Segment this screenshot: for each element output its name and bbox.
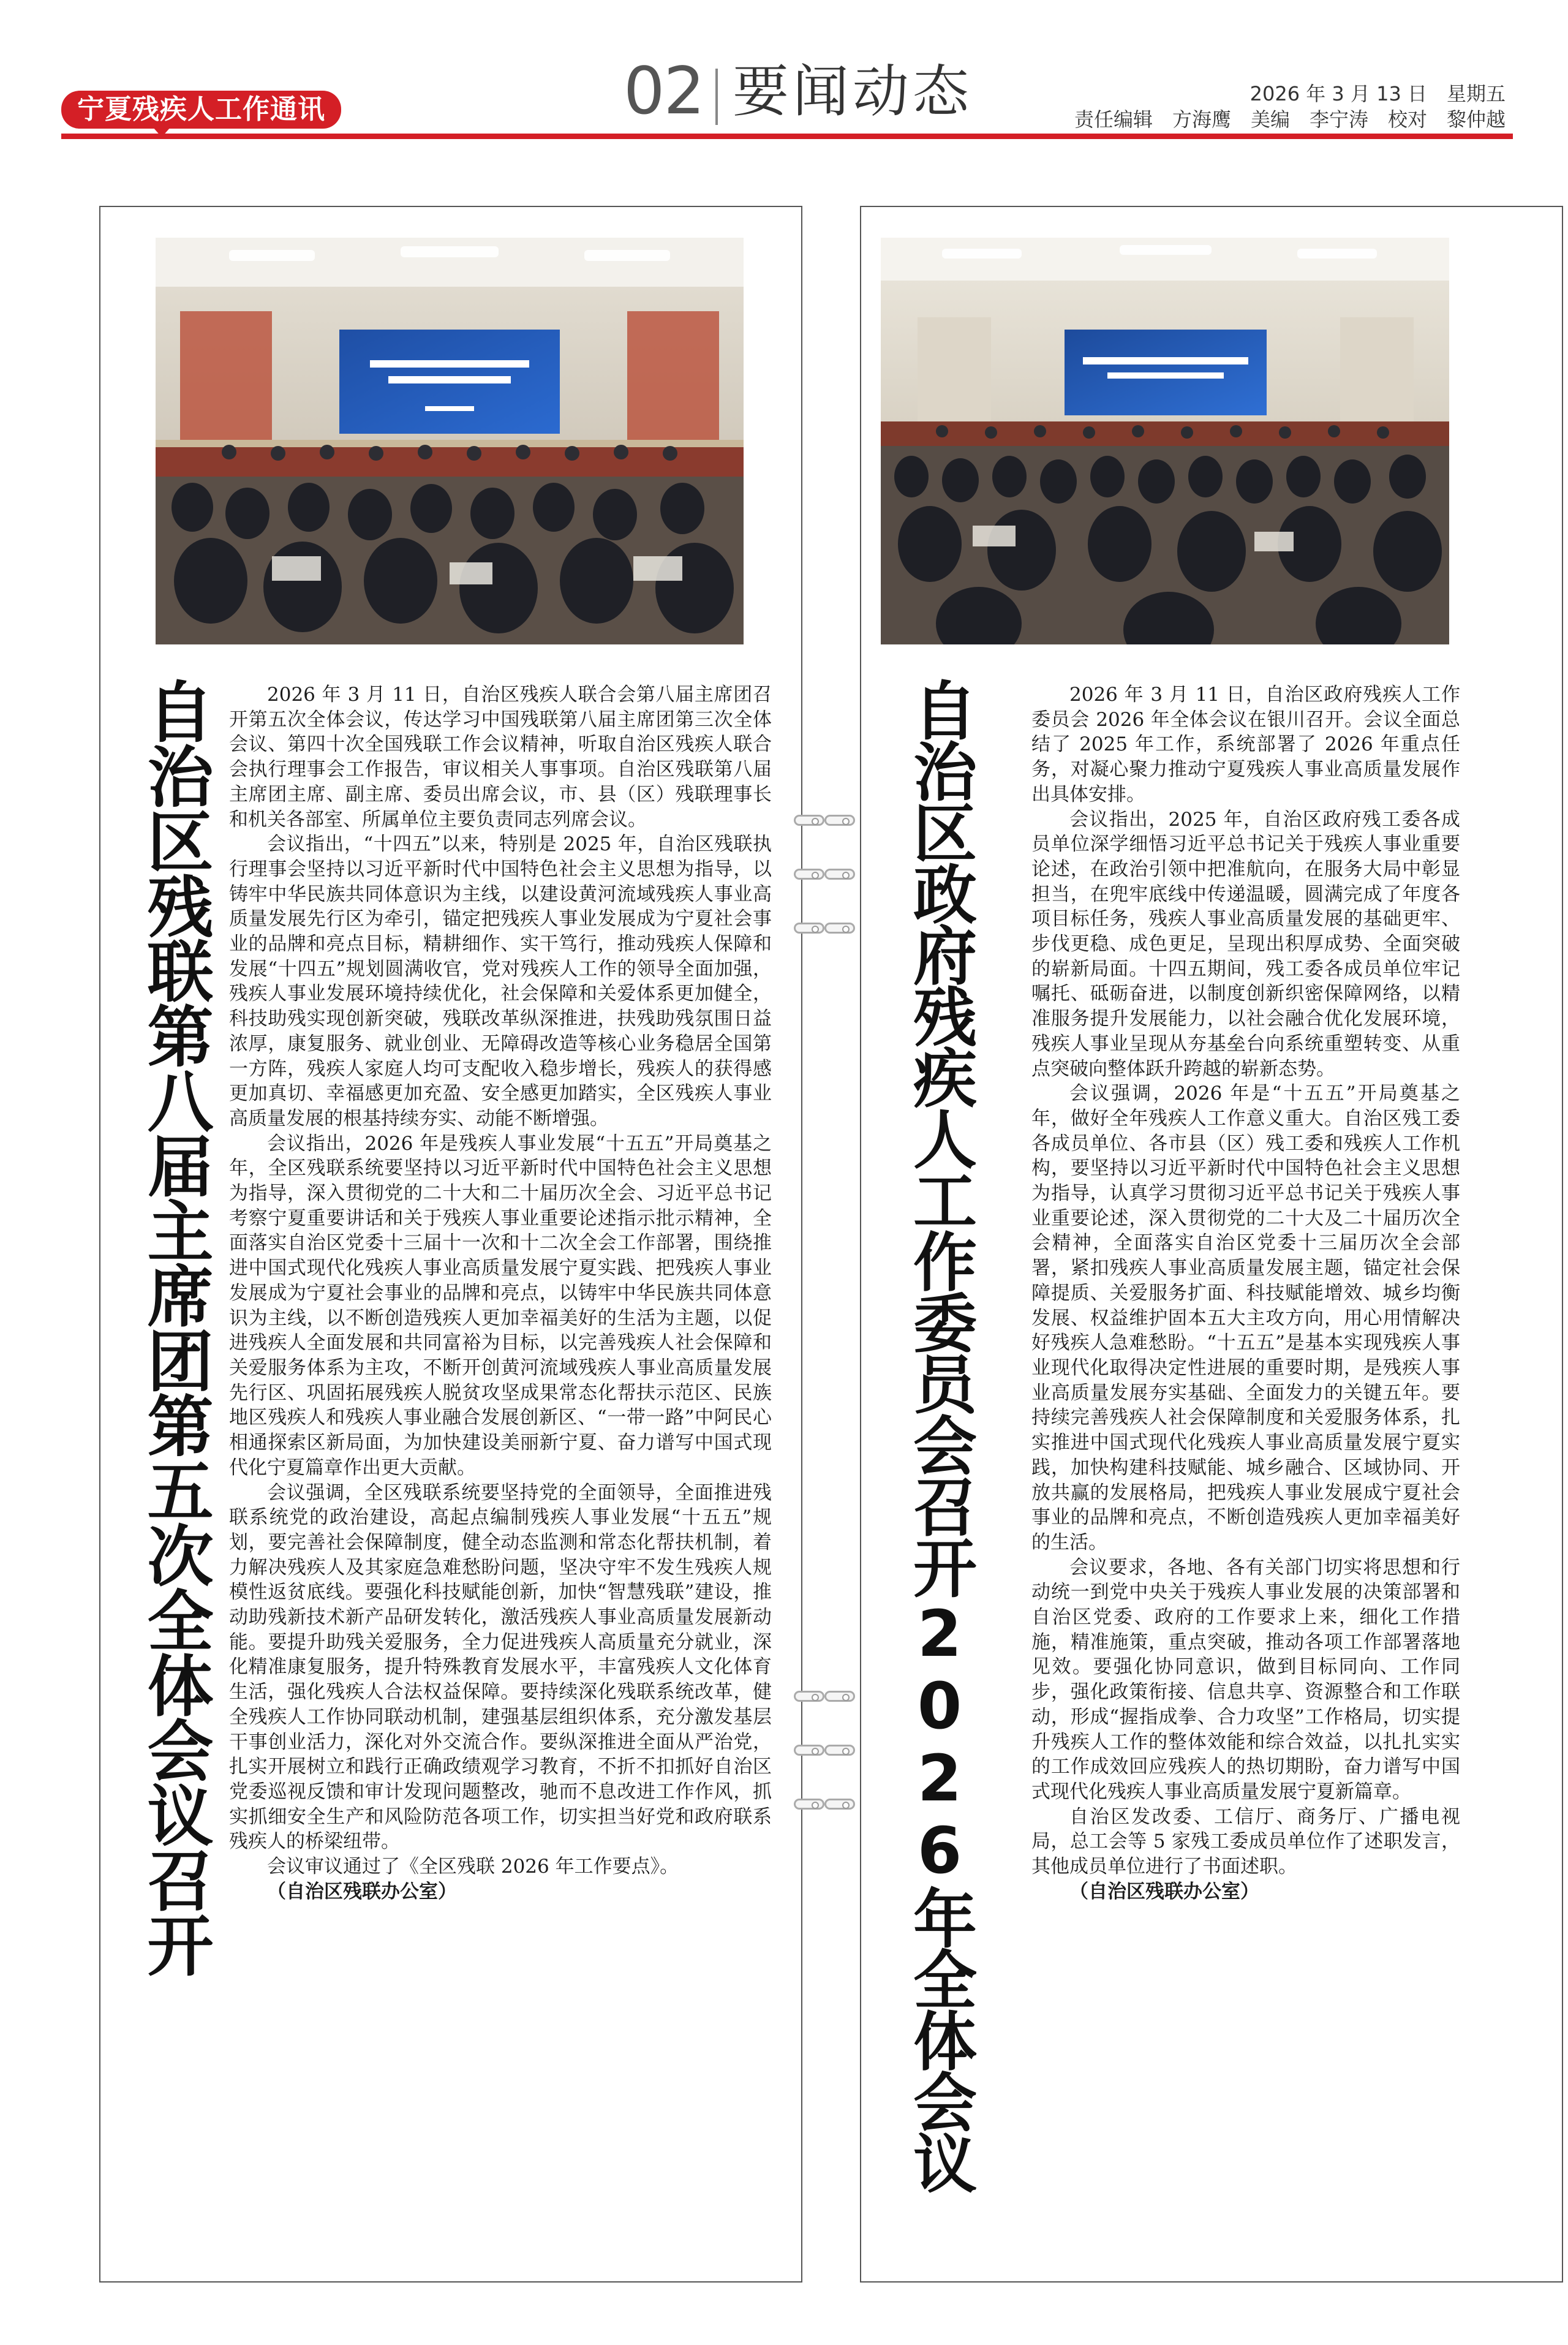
article-2-paragraph-4: 会议要求，各地、各有关部门切实将思想和行动统一到党中央关于残疾人事业发展的决策部署和自治区党委、政府的工作要求上来，细化工作措施，精准施策，重点突破，推动各项工作部署落地见效。要强化协同意识，做到目标同向、工作同步，强化政策衔接、信息共享、资源整合和工作联动，形成“握指成拳、合力攻坚”工作格局，切实提升残疾人工作的整体效能和综合效益，以扎扎实实的工作成效回应残疾人的热切期盼，奋力谱写中国式现代化残疾人事业高质量发展宁夏新篇章。 (1031, 1556, 1460, 1803)
binder-ring (824, 1799, 855, 1810)
article-1-paragraph-1: 2026 年 3 月 11 日，自治区残疾人联合会第八届主席团召开第五次全体会议，传达学习中国残联第八届主席团第三次全体会议、第四十次全国残联工作会议精神，听取自治区残疾人联合会执行理事会工作报告，审议相关人事事项。自治区残联第八届主席团主席、副主席、委员出席会议，市、县（区）残联理事长和机关各部室、所属单位主要负责同志列席会议。 (229, 684, 772, 831)
article-1-headline: 自治区残联第八届主席团第五次全体会议召开 (136, 678, 213, 1976)
article-1-paragraph-3: 会议指出，2026 年是残疾人事业发展“十五五”开局奠基之年，全区残联系统要坚持以习近平新时代中国特色社会主义思想为指导，深入贯彻党的二十大和二十届历次全会、习近平总书记考察宁夏重要讲话和关于残疾人事业重要论述指示批示精神，全面落实自治区党委十三届十一次和十二次全会工作部署，围绕推进中国式现代化残疾人事业高质量发展宁夏实践、把残疾人事业发展成为宁夏社会事业的品牌和亮点，以铸牢中华民族共同体意识为主线，以不断创造残疾人更加幸福美好的生活为主题，以促进残疾人全面发展和共同富裕为目标，以完善残疾人社会保障和关爱服务体系为主攻，不断开创黄河流域残疾人事业高质量发展先行区、巩固拓展残疾人脱贫攻坚成果常态化帮扶示范区、民族地区残疾人和残疾人事业融合发展创新区、“一带一路”中阿民心相通探索区新局面，为加快建设美丽新宁夏、奋力谱写中国式现代化宁夏篇章作出更大贡献。 (229, 1132, 772, 1479)
meeting-photo-1 (156, 238, 744, 644)
binder-ring (794, 1745, 824, 1756)
binder-ring (794, 923, 824, 934)
article-2-paragraph-1: 2026 年 3 月 11 日，自治区政府残疾人工作委员会 2026 年全体会议在银川召开。会议全面总结了 2025 年工作，系统部署了 2026 年重点任务，对凝心聚力推动宁夏残疾人事业高质量发展作出具体安排。 (1031, 684, 1460, 806)
article-1-paragraph-2: 会议指出，“十四五”以来，特别是 2025 年，自治区残联执行理事会坚持以习近平新时代中国特色社会主义思想为指导，以铸牢中华民族共同体意识为主线，以建设黄河流域残疾人事业高质量发展先行区为牵引，锚定把残疾人事业发展成为宁夏社会事业的品牌和亮点目标，精耕细作、实干笃行，推动残疾人保障和发展“十四五”规划圆满收官，党对残疾人工作的领导全面加强，残疾人事业发展环境持续优化，社会保障和关爱体系更加健全，科技助残实现创新突破，残联改革纵深推进，扶残助残氛围日益浓厚，康复服务、就业创业、无障碍改造等核心业务稳居全国第一方阵，残疾人家庭人均可支配收入稳步增长，残疾人的获得感更加真切、幸福感更加充盈、安全感更加踏实，全区残疾人事业高质量发展的根基持续夯实、动能不断增强。 (229, 833, 772, 1130)
article-2-body (1031, 682, 1460, 1904)
issue-date: 2026 年 3 月 13 日 星期五 (1250, 82, 1506, 105)
publication-name: 宁夏残疾人工作通讯 (61, 91, 341, 129)
header-rule (61, 134, 1513, 139)
article-1-source: （自治区残联办公室） (267, 1880, 457, 1903)
article-2-headline: 自治区政府残疾人工作委员会召开2026年全体会议 (902, 678, 977, 2192)
article-1-paragraph-5: 会议审议通过了《全区残联 2026 年工作要点》。 (267, 1856, 679, 1878)
masthead (61, 91, 368, 134)
article-2-paragraph-5: 自治区发改委、工信厅、商务厅、广播电视局，总工会等 5 家残工委成员单位作了述职发言，其他成员单位进行了书面述职。 (1031, 1805, 1460, 1878)
section-title: 要闻动态 (733, 59, 973, 124)
binder-ring (794, 1799, 824, 1810)
binder-ring (824, 1745, 855, 1756)
binder-ring (824, 1691, 855, 1702)
editors-credit: 责任编辑 方海鹰 美编 李宁涛 校对 黎仲越 (1074, 108, 1506, 131)
article-2-paragraph-3: 会议强调，2026 年是“十五五”开局奠基之年，做好全年残疾人工作意义重大。自治区残工委各成员单位、各市县（区）残工委和残疾人工作机构，要坚持以习近平新时代中国特色社会主义思想为指导，认真学习贯彻习近平总书记关于残疾人事业重要论述，深入贯彻党的二十大及二十届历次全会精神，全面落实自治区党委十三届历次全会部署，紧扣残疾人事业高质量发展主题，锚定社会保障提质、关爱服务扩面、科技赋能增效、城乡均衡发展、权益维护固本五大主攻方向，用心用情解决好残疾人急难愁盼。“十五五”是基本实现残疾人事业现代化取得决定性进展的重要时期，是残疾人事业高质量发展夯实基础、全面发力的关键五年。要持续完善残疾人社会保障制度和关爱服务体系，扎实推进中国式现代化残疾人事业高质量发展宁夏实践，加快构建科技赋能、城乡融合、区域协同、开放共赢的发展格局，把残疾人事业发展成宁夏社会事业的品牌和亮点，不断创造残疾人更加幸福美好的生活。 (1031, 1082, 1460, 1554)
binder-ring (794, 1691, 824, 1702)
article-disability-committee-meeting (860, 206, 1563, 2283)
article-2-source: （自治区残联办公室） (1069, 1880, 1259, 1903)
meeting-photo-2 (881, 238, 1449, 644)
binder-ring (824, 923, 855, 934)
article-1-paragraph-4: 会议强调，全区残联系统要坚持党的全面领导，全面推进残联系统党的政治建设，高起点编制残疾人事业发展“十五五”规划，要完善社会保障制度，健全动态监测和常态化帮扶机制，着力解决残疾人及其家庭急难愁盼问题，坚决守牢不发生残疾人规模性返贫底线。要强化科技赋能创新，加快“智慧残联”建设，推动助残新技术新产品研发转化，激活残疾人事业高质量发展新动能。要提升助残关爱服务，全力促进残疾人高质量充分就业，深化精准康复服务，提升特殊教育发展水平，丰富残疾人文化体育生活，强化残疾人合法权益保障。要持续深化残联系统改革，健全残疾人工作协同联动机制，建强基层组织体系，充分激发基层干事创业活力，深化对外交流合作。要纵深推进全面从严治党，扎实开展树立和践行正确政绩观学习教育，不折不扣抓好自治区党委巡视反馈和审计发现问题整改，驰而不息改进工作作风，抓实抓细安全生产和风险防范各项工作，切实担当好党和政府联系残疾人的桥梁纽带。 (229, 1481, 772, 1853)
article-1-body (229, 682, 772, 1904)
page-number: 02 (624, 53, 704, 129)
binder-ring (794, 869, 824, 880)
binder-ring (824, 815, 855, 826)
header-divider (715, 69, 718, 125)
binder-ring (794, 815, 824, 826)
binder-ring (824, 869, 855, 880)
meeting-photo-1-image (156, 238, 744, 644)
article-presidium-meeting (99, 206, 802, 2283)
meeting-photo-2-image (881, 238, 1449, 644)
article-2-paragraph-2: 会议指出，2025 年，自治区政府残工委各成员单位深学细悟习近平总书记关于残疾人事业重要论述，在政治引领中把准航向，在服务大局中彰显担当，在兜牢底线中传递温暖，圆满完成了年度各项目标任务，残疾人事业高质量发展的基础更牢、步伐更稳、成色更足，呈现出积厚成势、全面突破的崭新局面。十四五期间，残工委各成员单位牢记嘱托、砥砺奋进，以制度创新织密保障网络，以精准服务提升发展能力，以社会融合优化发展环境，残疾人事业呈现从夯基垒台向系统重塑转变、从重点突破向整体跃升跨越的崭新态势。 (1031, 808, 1460, 1080)
